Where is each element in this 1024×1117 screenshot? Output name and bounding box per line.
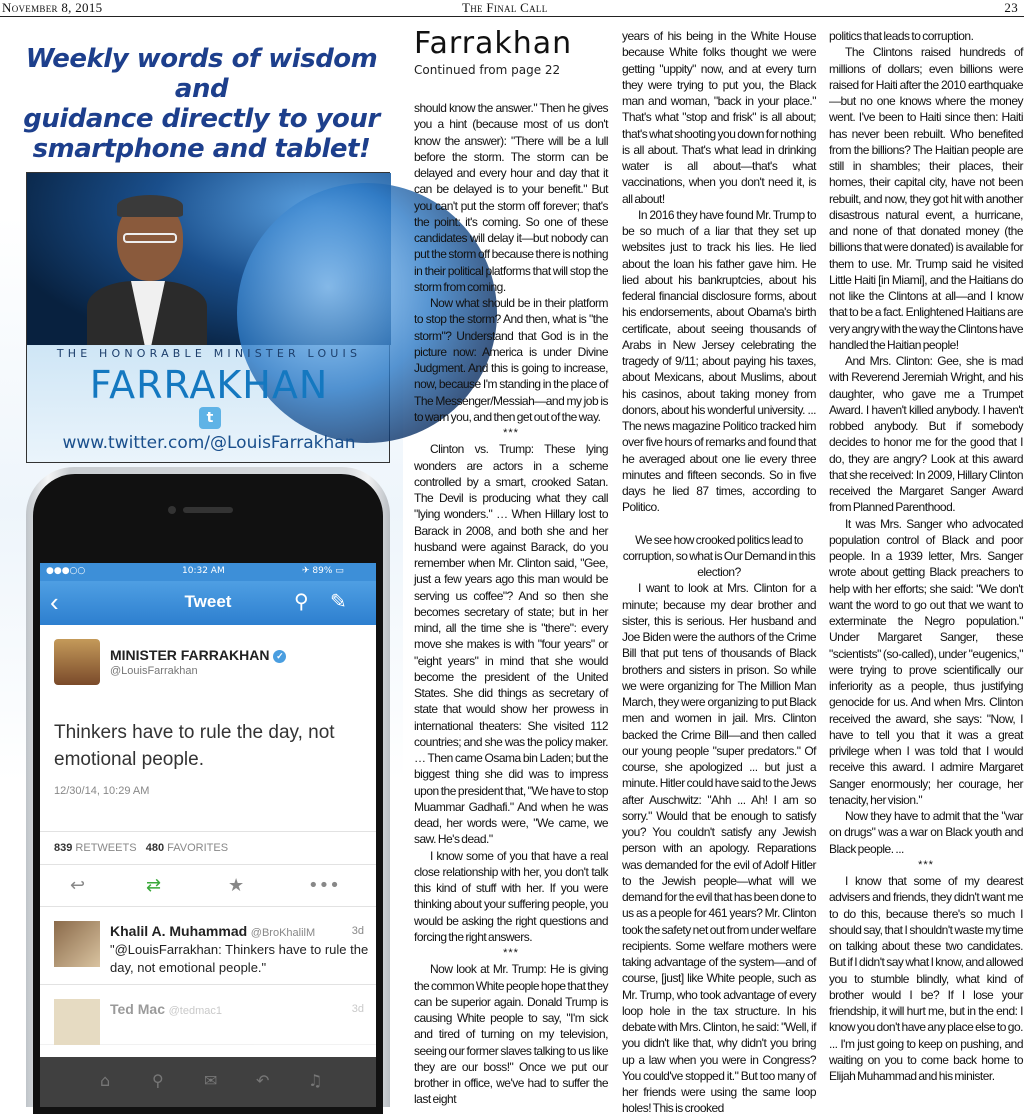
paragraph: I know that some of my dearest advisers and friends, they didn't want me to do this, because there's so much I should say, that I shouldn't waste my time on talking about these two candidates. But if I didn't say what I know, and allowed you to stumble blindly, what kind of brother would I be? If I lose your friendship, it will hurt me, but in the end: I know you don't have any place else to go. ... I'm just going to keep on pushing, and waiting on you to come back home to Elijah Muhammad and his minister.: [829, 874, 1023, 1083]
reply-timestamp: 3d: [351, 925, 364, 937]
continued-note: Continued from page 22: [414, 63, 561, 77]
page-header: [0, 0, 1024, 17]
tweet-author[interactable]: [40, 625, 376, 689]
honorific-title: THE HONORABLE MINISTER LOUIS: [56, 347, 362, 360]
subheading: We see how crooked politics lead to corruption, so what is Our Demand in this election?: [622, 532, 816, 579]
ad-headline-line: Weekly words of wisdom and: [25, 44, 378, 104]
reply-author-handle: @BroKhalilM: [250, 927, 316, 939]
article-column-1: [414, 100, 608, 1106]
publication-name: The Final Call: [462, 0, 548, 15]
smartphone-mockup: [26, 467, 390, 1107]
twitter-bird-icon: t: [199, 407, 221, 429]
tweet-text: Thinkers have to rule the day, not emotional people.: [54, 722, 335, 770]
paragraph: politics that leads to corruption.: [829, 29, 974, 43]
page-number: 23: [1004, 0, 1018, 15]
paragraph: Now they have to admit that the "war on drugs" was a war on Black youth and Black people. ...: [829, 809, 1023, 856]
portrait-figure: [87, 193, 207, 345]
paragraph: Now what should be in their platform to stop the storm? And then, what is "the storm"? Understand that God is in the picture now: America is under Divine Judgment. And this is going to increase, now, because I'm standing in the place of The Messenger/Messiah—and my job is to warn you, and then get out of the way.: [414, 296, 608, 424]
nav-title: Tweet: [184, 592, 232, 611]
paragraph: I want to look at Mrs. Clinton for a minute; because my dear brother and sister, this is serious. Her husband and Joe Biden were the authors of the Crime Bill that put tens of thousands of Black brothers and sisters in prison. So while we were organizing for The Million Man March, they were organizing to put Black men and women in jail. Mrs. Clinton backed the Crime Bill—and then called our young people "super predators." Of course, she apologized ... but just a minute. Hitler could have said to the Jews after Auschwitz: "Ahh ... Ah! I am so sorry." Would that be enough to satisfy you? You couldn't satisfy any Jewish person with an apology. Reparations was demanded for the evil of Adolf Hitler to the Jewish people—what will we demand for the evil that has been done to us as a people for 461 years? Mr. Clinton took the safety net out from under welfare recipients. Some welfare mothers were taking advantage of the system—and of course, [just] like White people, such as Mr. Trump, who took advantage of every loop hole in the tax structure. In his debate with Mrs. Clinton, he said: "Well, if you didn't like that, why didn't you bring up a law when you were in Congress? You could've stopped it." But too many of her friends were using the same loop holes! This is crooked: [622, 581, 816, 1116]
reply-tweet[interactable]: [40, 985, 376, 1045]
compose-icon[interactable]: ✎: [330, 591, 347, 613]
twitter-url: www.twitter.com/@LouisFarrakhan: [62, 433, 356, 453]
twitter-advertisement: [0, 20, 403, 1108]
section-divider: ***: [503, 427, 519, 439]
paragraph: It was Mrs. Sanger who advocated population control of Black and poor people. In a 1939 letter, Mrs. Sanger wrote about getting Black preachers to help with her efforts; she said: "We don't want the word to go out that we want to exterminate the Negro population." Under Margaret Sanger, these "scientists" (so-called), under "eugenics," were trying to prove scientifically our inferiority as a people, thus justifying genocide for us. And when Mrs. Clinton received the award, she says: "Now, I have to tell you that it was a great privilege when I was told that I would receive this award. I admire Margaret Sanger enormously; her courage, her tenacity, her vision.": [829, 516, 1023, 807]
more-options-icon[interactable]: •••: [308, 875, 340, 896]
paragraph: Clinton vs. Trump: These lying wonders are actors in a scheme controlled by a smart, crooked Satan. The Devil is producing what they call "lying wonders." … When Hillary lost to Barack in 2008, and both she and her husband were against Barack, do you remember when Mr. Clinton said, "Gee, just a few years ago this man would be serving us coffee"? And so then she becomes secretary of state; but in her mind, all the time she is "there": every move she makes is with "four years" or "eight years" in mind that she would become the president of the United States. She did things as secretary of state that would show her prowess in international theaters: She visited 112 countries; and she was the policy maker. … Then came Osama bin Laden; but the biggest thing she did was to impress upon the president that, "We have to stop Muammar Gadhafi." And when he was dead, her words were, "We came, we saw. He's dead.": [414, 442, 608, 847]
favorites-count: 480: [145, 842, 165, 854]
paragraph: Now look at Mr. Trump: He is giving the common White people hope that they can be superior again. Donald Trump is causing White people to say, "I'm sick and tired of turning on my television, seeing our former slaves talking to us like they are our boss!" Once we put our brother in office, we've had to suffer the last eight: [414, 962, 608, 1107]
messages-icon[interactable]: ✉: [204, 1071, 218, 1090]
ad-headline-line: smartphone and tablet!: [32, 134, 371, 164]
favorites-label: FAVORITES: [167, 842, 229, 854]
article-title: Farrakhan: [414, 26, 573, 61]
camera-icon: [168, 506, 176, 514]
paragraph: And Mrs. Clinton: Gee, she is mad with Reverend Jeremiah Wright, and his daughter, who gave me a Trumpet Award. I haven't killed anybody. I haven't robbed anybody. But if somebody decides to honor me for the good that I do, they are angry? Look at this award that she received: In 2009, Hillary Clinton received the Margaret Sanger Award from Planned Parenthood.: [829, 354, 1023, 515]
minister-name: FARRAKHAN: [89, 363, 329, 407]
reply-author-name: Ted Mac: [110, 1001, 165, 1017]
reply-text: "@LouisFarrakhan: Thinkers have to rule the day, not emotional people.": [110, 942, 369, 975]
back-arrow-icon[interactable]: ‹: [50, 587, 59, 617]
section-divider: ***: [503, 947, 519, 959]
reply-author: [110, 1001, 222, 1017]
search-icon[interactable]: ⚲: [152, 1071, 164, 1090]
ad-headline-line: guidance directly to your: [23, 104, 380, 134]
reply-timestamp: 3d: [351, 1003, 364, 1015]
paragraph: The Clintons raised hundreds of millions of dollars; even billions were raised for Haiti after the 2010 earthquake—but no one knows where the money went. I've been to Haiti since then: Haiti has never been rebuilt. Who benefited from the billions? The Haitian people are still in shambles; their places, their homes, their capital city, have not been rebuilt, and now, they got hit with another disastrous natural event, a hurricane, and none of that donated money (the billions that were donated) is available for them to use. Mr. Trump said he visited Little Haiti [in Miami], and the Haitians do not like the Clintons at all—and I know that to be a fact. Enlightened Haitians are very angry with the way the Clintons have handled the Haitian people!: [829, 45, 1023, 352]
author-name: [110, 647, 286, 663]
reply-avatar[interactable]: [54, 921, 100, 967]
reply-author: [110, 923, 315, 939]
reply-tweet[interactable]: [40, 907, 376, 985]
portrait-photo: [27, 173, 391, 345]
tweet-actions: [40, 865, 376, 907]
retweet-icon[interactable]: ⇄: [146, 875, 162, 896]
reply-avatar[interactable]: [54, 999, 100, 1045]
avatar[interactable]: [54, 639, 100, 685]
ad-headline: [0, 44, 403, 164]
retweets-count: 839: [54, 842, 73, 854]
paragraph: years of his being in the White House because White folks thought we were getting "uppity" now, and at every turn they were trying to put you, the Black man and woman, "back in your place." That's what "stop and frisk" is all about; that's what shooting you down for nothing is all about. That's what lead in drinking water is all about—that's what vaccinations, when you don't need it, is all about!: [622, 29, 816, 206]
phone-screen: [40, 563, 376, 1107]
volume-icon[interactable]: ♫: [308, 1071, 323, 1090]
home-icon[interactable]: ⌂: [100, 1071, 111, 1090]
verified-badge-icon: ✓: [273, 650, 286, 663]
promo-card: [26, 172, 390, 463]
signal-indicator: ●●●○○: [46, 566, 86, 576]
author-name-text: MINISTER FARRAKHAN: [110, 647, 270, 663]
paragraph: should know the answer." Then he gives you a hint (because most of us don't know the answer): "There will be a lull before the storm. The storm can be delayed and every hour and day that it can be delayed is to your benefit." But you can't put the storm off forever; that's the point: it's coming. So one of these candidates will delay it—but nobody can put the storm off because there is nothing in their political platforms that will stop the storm from coming.: [414, 101, 608, 294]
tweet-timestamp: 12/30/14, 10:29 AM: [54, 785, 150, 797]
section-divider: ***: [918, 858, 934, 871]
article-column-2: [622, 28, 816, 1116]
author-handle: @LouisFarrakhan: [110, 665, 198, 677]
battery-indicator: ✈ 89% ▭: [302, 566, 344, 576]
reply-author-name: Khalil A. Muhammad: [110, 923, 248, 939]
back-icon[interactable]: ↶: [256, 1071, 270, 1090]
paragraph: I know some of you that have a real close relationship with her, you don't talk this kind of stuff with her. If you were thinking about your suffering people, you would be asking the right questions and forcing the right answers.: [414, 848, 608, 944]
reply-icon[interactable]: ↩: [70, 875, 86, 896]
article-column-3: [829, 28, 1023, 1106]
tweet-stats: [40, 831, 376, 865]
search-icon[interactable]: ⚲: [294, 591, 309, 613]
phone-bottom-nav: [40, 1057, 376, 1107]
tweet-nav-bar: [40, 581, 376, 625]
status-bar: [40, 563, 376, 581]
favorite-star-icon[interactable]: ★: [228, 875, 245, 896]
speaker-grille: [183, 507, 233, 513]
issue-date: November 8, 2015: [2, 0, 103, 15]
status-time: 10:32 AM: [182, 566, 225, 576]
paragraph: In 2016 they have found Mr. Trump to be so much of a liar that they set up websites just to track his lies. He lied about the loan his father gave him. He lied about his bankruptcies, about his federal financial disclosure forms, about his endorsements, about Obama's birth certificate, about seeing thousands of Arabs in New Jersey celebrating the tragedy of 9/11; about paying his taxes, about Mexicans, about Muslims, about his casinos, about taking money from donors, about his wonderful university. ... The news magazine Politico tracked him over five hours of remarks and found that he averaged about one lie every three minutes and fifteen seconds. So in five days he lied 87 times, according to Politico.: [622, 207, 816, 515]
retweets-label: RETWEETS: [75, 842, 137, 854]
reply-author-handle: @tedmac1: [168, 1005, 222, 1017]
